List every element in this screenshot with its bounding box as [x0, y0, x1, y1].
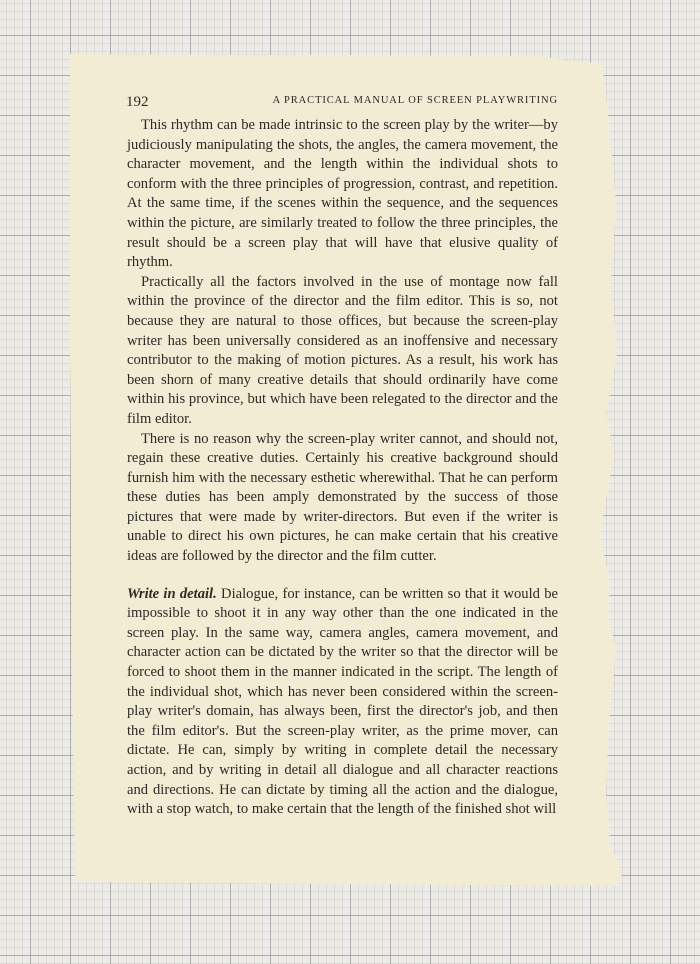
- page-number: 192: [126, 94, 149, 110]
- paragraph: Practically all the factors involved in the use of montage now fall within the province of the director and the film editor. This is so, not because they are natural to those offices, but because the screen-play writer has been universally considered as an inoffensive and necessary contributor to the making of motion pictures. As a result, his work has been shorn of many creative details that should ordinarily have come within his province, but which have been relegated to the director and the film editor.: [127, 273, 558, 427]
- section-heading: Write in detail.: [127, 585, 217, 602]
- paragraph: There is no reason why the screen-play writer cannot, and should not, regain these creative duties. Certainly his creative background should furnish him with the necessary esthetic wherewithal. That he can perform these duties has been amply demonstrated by the success of those pictures that were made by writer-directors. But even if the writer is unable to direct his own pictures, he can make certain that his creative ideas are followed by the director and the film cutter.: [127, 430, 558, 565]
- section-paragraph: [127, 585, 558, 820]
- paragraph: This rhythm can be made intrinsic to the screen play by the writer—by judiciously manipulating the shots, the angles, the camera movement, the character movement, and the length within the individual shots to conform with the three principles of progression, contrast, and repetition. At the same time, if the scenes within the sequence, and the sequences within the picture, are similarly treated to follow the three principles, the result should be a screen play that will have that elusive quality of rhythm.: [127, 117, 558, 271]
- body-text: [127, 116, 558, 820]
- running-head: A PRACTICAL MANUAL OF SCREEN PLAYWRITING: [272, 95, 558, 106]
- page-header: [126, 94, 558, 112]
- paragraph-text: Dialogue, for instance, can be written so that it would be impossible to shoot it in any way other than the one indicated in the screen play. In the same way, camera angles, camera movement, and character action can be dictated by the writer so that the director will be forced to shoot them in the manner indicated in the script. The length of the individual shot, which has never been considered within the screen-play writer's domain, has always been, first the director's job, and then the film editor's. But the screen-play writer, as the prime mover, can dictate. He can, simply by writing in complete detail the necessary action, and by writing in detail all dialogue and all character reactions and directions. He can dictate by timing all the action and the dialogue, with a stop watch, to make certain that the length of the finished shot will: [127, 585, 558, 818]
